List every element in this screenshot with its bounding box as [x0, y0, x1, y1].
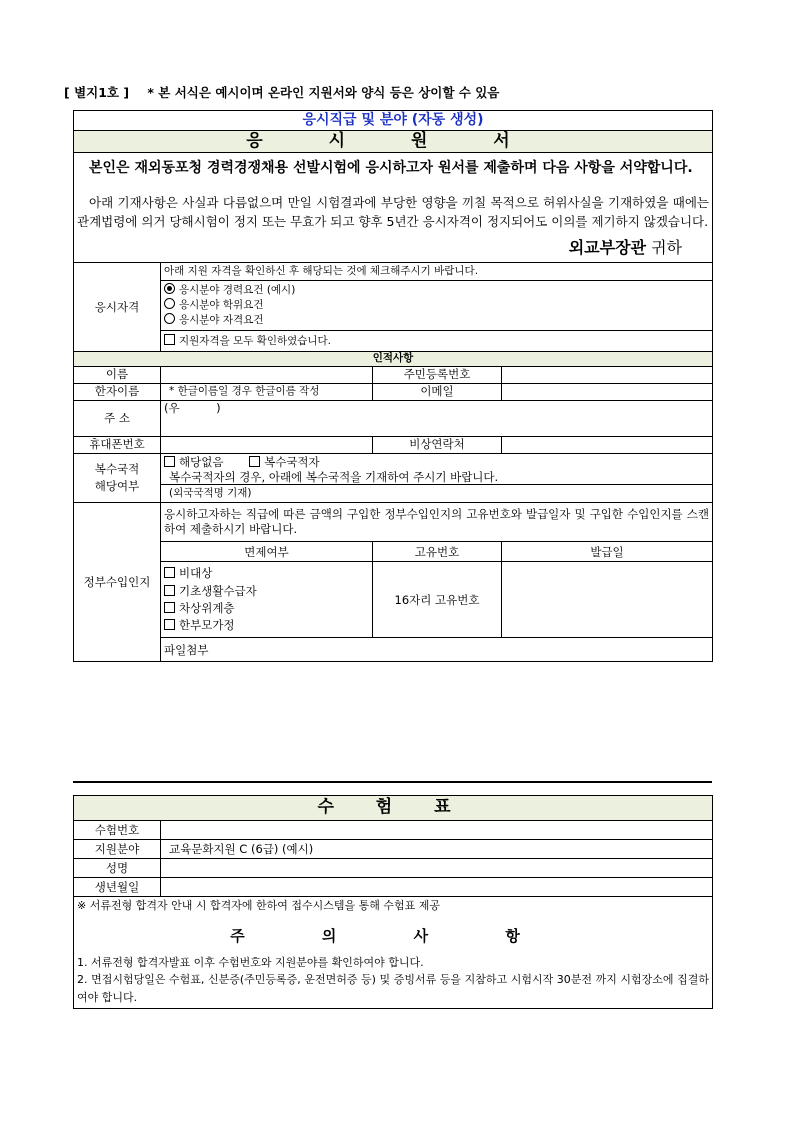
section-divider	[73, 781, 712, 783]
ticket-name-field[interactable]	[161, 859, 713, 878]
serial-column-header: 고유번호	[373, 542, 502, 562]
email-field[interactable]	[502, 383, 713, 400]
form-header	[64, 83, 499, 101]
pledge-text: 본인은 재외동포청 경력경쟁채용 선발시험에 응시하고자 원서를 제출하며 다음 사항을 서약합니다.	[89, 160, 693, 177]
caution-item: 2. 면접시험당일은 수험표, 신분증(주민등록증, 운전면허증 등) 및 증빙서류 등을 지참하고 시험시작 30분전 까지 시험장소에 집결하여야 합니다.	[77, 973, 710, 1004]
ticket-title: 수 험 표	[74, 796, 713, 821]
birth-date-field[interactable]	[161, 878, 713, 897]
checkbox-icon[interactable]	[164, 602, 175, 613]
hanja-name-field[interactable]: * 한글이름일 경우 한글이름 작성	[161, 383, 373, 400]
qualification-option-degree[interactable]: 응시분야 학위요건	[164, 298, 712, 313]
emergency-contact-label: 비상연락처	[373, 436, 502, 453]
file-attach-field[interactable]: 파일첨부	[161, 638, 713, 662]
exemption-option-single-parent[interactable]: 한부모가정	[164, 617, 369, 634]
form-title: 응 시 원 서	[74, 131, 713, 153]
dual-citizenship-note: 복수국적자의 경우, 아래에 복수국적을 기재하여 주시기 바랍니다.	[161, 470, 712, 485]
application-field-label: 지원분야	[74, 840, 161, 859]
ticket-name-label: 성명	[74, 859, 161, 878]
exemption-option-basic-livelihood[interactable]: 기초생활수급자	[164, 583, 369, 600]
issue-date-column-header: 발급일	[502, 542, 713, 562]
checkbox-icon[interactable]	[164, 456, 175, 467]
caution-item: 1. 서류전형 합격자발표 이후 수험번호와 지원분야를 확인하여야 합니다.	[77, 955, 424, 969]
foreign-nationality-field[interactable]: (외국국적명 기재)	[169, 487, 252, 500]
dual-yes-option[interactable]: 복수국적자	[249, 455, 320, 469]
revenue-stamp-label: 정부수입인지	[74, 503, 161, 662]
checkbox-icon[interactable]	[164, 585, 175, 596]
emergency-contact-field[interactable]	[502, 436, 713, 453]
mobile-field[interactable]	[161, 436, 373, 453]
serial-number-field[interactable]: 16자리 고유번호	[373, 562, 502, 638]
address-label: 주 소	[74, 400, 161, 436]
addressee	[74, 234, 712, 262]
hanja-name-label: 한자이름	[74, 383, 161, 400]
exemption-option-near-poverty[interactable]: 차상위계층	[164, 600, 369, 617]
radio-icon[interactable]	[164, 298, 175, 309]
exam-number-field[interactable]	[161, 821, 713, 840]
exam-number-label: 수험번호	[74, 821, 161, 840]
checkbox-icon[interactable]	[164, 334, 175, 345]
resident-number-field[interactable]	[502, 366, 713, 383]
radio-checked-icon[interactable]	[164, 283, 175, 294]
checkbox-icon[interactable]	[164, 619, 175, 630]
application-form	[73, 110, 713, 662]
addressee-suffix: 귀하	[651, 237, 682, 257]
ticket-notice: ※ 서류전형 합격자 안내 시 합격자에 한하여 접수시스템을 통해 수험표 제공	[77, 899, 440, 912]
name-field[interactable]	[161, 366, 373, 383]
email-label: 이메일	[373, 383, 502, 400]
name-label: 이름	[74, 366, 161, 383]
qualification-instruction: 아래 지원 자격을 확인하신 후 해당되는 것에 체크해주시기 바랍니다.	[164, 264, 479, 277]
cautions-list	[74, 954, 712, 1009]
radio-icon[interactable]	[164, 313, 175, 324]
exam-ticket	[73, 795, 713, 1009]
exemption-options	[161, 562, 373, 638]
qualification-options	[161, 280, 712, 331]
address-field[interactable]: (우 )	[161, 400, 713, 436]
birth-date-label: 생년월일	[74, 878, 161, 897]
exemption-option-none[interactable]: 비대상	[164, 565, 369, 582]
revenue-stamp-instruction: 응시하고자하는 직급에 따른 금액의 구입한 정부수입인지의 고유번호와 발급일자 및 구입한 수입인지를 스캔하여 제출하시기 바랍니다.	[161, 503, 713, 542]
personal-section-title: 인적사항	[74, 352, 713, 366]
checkbox-icon[interactable]	[164, 567, 175, 578]
dual-citizenship-cell	[161, 453, 713, 503]
addressee-minister: 외교부장관	[568, 237, 646, 257]
exemption-column-header: 면제여부	[161, 542, 373, 562]
qualification-option-license[interactable]: 응시분야 자격요건	[164, 313, 712, 328]
form-note: * 본 서식은 예시이며 온라인 지원서와 양식 등은 상이할 수 있음	[147, 85, 500, 100]
qualification-option-career[interactable]: 응시분야 경력요건 (예시)	[164, 283, 712, 298]
resident-number-label: 주민등록번호	[373, 366, 502, 383]
dual-none-option[interactable]: 해당없음	[164, 455, 223, 469]
checkbox-icon[interactable]	[249, 456, 260, 467]
ticket-notes	[74, 897, 713, 1009]
mobile-label: 휴대폰번호	[74, 436, 161, 453]
form-number: [ 별지1호 ]	[64, 85, 130, 100]
dual-citizenship-label: 복수국적 해당여부	[74, 453, 161, 503]
qualification-confirm[interactable]: 지원자격을 모두 확인하였습니다.	[161, 330, 712, 351]
dual-citizenship-options	[164, 454, 709, 470]
issue-date-field[interactable]	[502, 562, 713, 638]
cautions-title: 주 의 사 항	[230, 926, 556, 945]
qualification-cell	[161, 262, 713, 352]
declaration-text: 아래 기재사항은 사실과 다름없으며 만일 시험결과에 부당한 영향을 끼칠 목적으로 허위사실을 기재하였을 때에는 관계법령에 의거 당해시험이 정지 또는 무효가 되고 향후 5년간 응시자격이 정지되어도 이의를 제기하지 않겠습니다.	[77, 194, 709, 230]
position-field-title: 응시직급 및 분야 (자동 생성)	[74, 111, 713, 131]
application-field-value: 교육문화지원 C (6급) (예시)	[161, 840, 713, 859]
qualification-label: 응시자격	[74, 262, 161, 352]
